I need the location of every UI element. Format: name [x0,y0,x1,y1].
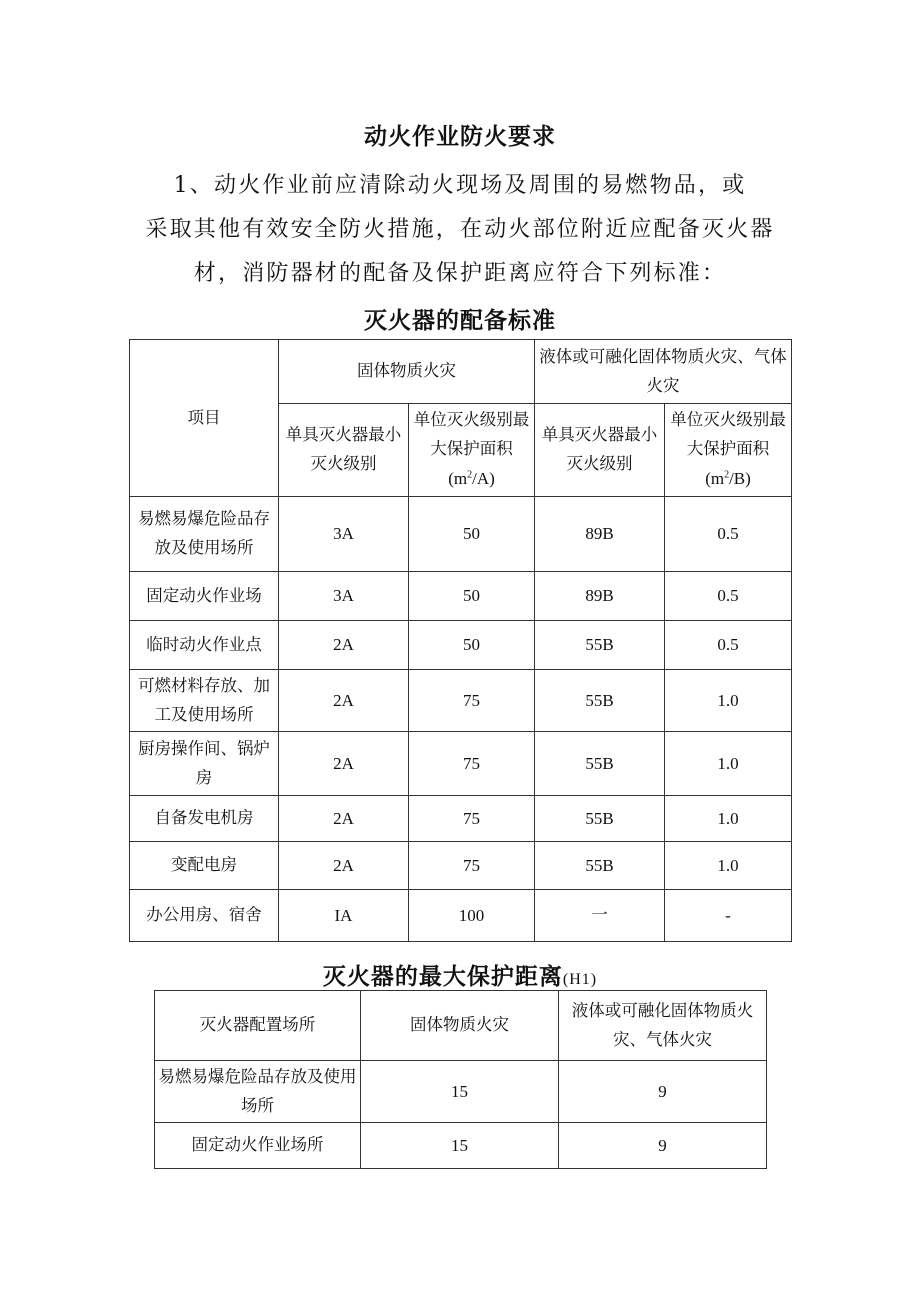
table2-title [0,958,920,991]
row-solid-area: 50 [409,572,535,621]
table-row [130,732,792,796]
row-solid: 15 [361,1123,559,1169]
row-liquid-area: - [665,890,792,942]
row-solid-rating: 2A [279,796,409,842]
row-item: 自备发电机房 [130,796,279,842]
row-solid-area: 75 [409,732,535,796]
row-solid-rating: 3A [279,572,409,621]
row-solid-area: 50 [409,621,535,670]
row-liquid-area: 1.0 [665,732,792,796]
row-solid-rating: 2A [279,842,409,890]
paragraph-line-2: 采取其他有效安全防火措施，在动火部位附近应配备灭火器 [145,217,775,242]
row-liquid-area: 0.5 [665,572,792,621]
row-liquid-area: 0.5 [665,621,792,670]
table1-title: 灭火器的配备标准 [364,307,556,334]
row-solid-rating: IA [279,890,409,942]
row-solid-area: 100 [409,890,535,942]
row-liquid-area: 1.0 [665,842,792,890]
row-location: 固定动火作业场所 [155,1123,361,1169]
row-solid-area: 50 [409,497,535,572]
header-liquid-area [665,404,792,497]
row-liquid-area: 0.5 [665,497,792,572]
row-item: 变配电房 [130,842,279,890]
table-row [130,670,792,732]
table-row [130,621,792,670]
paragraph-line-1: 1、动火作业前应清除动火现场及周围的易燃物品，或 [173,173,747,198]
table-row [130,842,792,890]
row-liquid-rating: 55B [535,732,665,796]
extinguisher-allocation-table [129,339,792,942]
row-solid-rating: 2A [279,670,409,732]
row-item: 办公用房、宿舍 [130,890,279,942]
row-liquid-rating: 55B [535,621,665,670]
row-item: 厨房操作间、锅炉房 [130,732,279,796]
row-solid-rating: 3A [279,497,409,572]
header-solid: 固体物质火灾 [361,991,559,1061]
header-location: 灭火器配置场所 [155,991,361,1061]
header-solid-area-label: 单位灭火级别最大保护面积 [413,410,530,459]
row-item: 固定动火作业场 [130,572,279,621]
row-item: 临时动火作业点 [130,621,279,670]
header-solid-area-unit: $(m^2/A)$ [448,468,495,488]
table-row [130,572,792,621]
row-liquid-rating: 89B [535,572,665,621]
row-solid-area: 75 [409,796,535,842]
table-row [130,890,792,942]
row-solid-rating: 2A [279,621,409,670]
table-row [130,796,792,842]
page-title: 动火作业防火要求 [364,123,556,150]
header-solid-area [409,404,535,497]
row-liquid-rating: 55B [535,670,665,732]
row-liquid-rating: 89B [535,497,665,572]
extinguisher-distance-table [154,990,767,1169]
row-liquid-rating: 55B [535,796,665,842]
header-liquid-area-label: 单位灭火级别最大保护面积 [670,410,786,459]
header-liquid: 液体或可融化固体物质火灾、气体火灾 [559,991,767,1061]
row-liquid-rating: 一 [535,890,665,942]
table-row [130,497,792,572]
row-item: 易燃易爆危险品存放及使用场所 [130,497,279,572]
row-solid: 15 [361,1061,559,1123]
header-solid-min-rating: 单具灭火器最小灭火级别 [279,404,409,497]
row-liquid-rating: 55B [535,842,665,890]
table-row [155,1061,767,1123]
row-liquid: 9 [559,1061,767,1123]
table2-title-suffix: (H1) [562,971,598,988]
row-solid-rating: 2A [279,732,409,796]
row-liquid: 9 [559,1123,767,1169]
table-row [155,1123,767,1169]
row-liquid-area: 1.0 [665,796,792,842]
row-item: 可燃材料存放、加工及使用场所 [130,670,279,732]
header-liquid-area-unit: $(m^2/B)$ [705,468,751,488]
header-item: 项目 [130,340,279,497]
header-liquid-group: 液体或可融化固体物质火灾、气体火灾 [535,340,792,404]
paragraph-line-3: 材，消防器材的配备及保护距离应符合下列标准： [193,261,727,286]
row-solid-area: 75 [409,842,535,890]
row-solid-area: 75 [409,670,535,732]
row-location: 易燃易爆危险品存放及使用场所 [155,1061,361,1123]
table2-title-text: 灭火器的最大保护距离 [322,963,563,990]
header-solid-group: 固体物质火灾 [279,340,535,404]
row-liquid-area: 1.0 [665,670,792,732]
header-liquid-min-rating: 单具灭火器最小灭火级别 [535,404,665,497]
